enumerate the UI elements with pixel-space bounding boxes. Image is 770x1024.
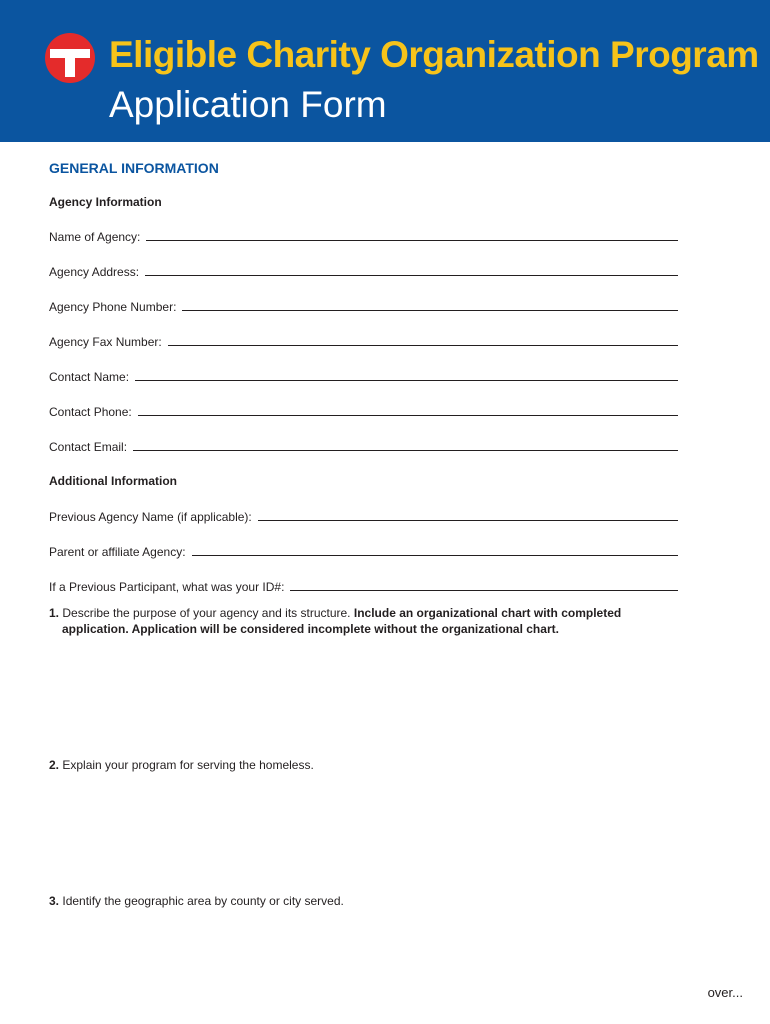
logo-t-glyph-icon <box>45 33 95 83</box>
field-label: Contact Email: <box>49 440 128 454</box>
contact-name-field[interactable] <box>49 368 678 384</box>
previous-participant-id-field[interactable] <box>49 578 678 594</box>
form-subtitle: Application Form <box>109 84 387 125</box>
header-band <box>0 0 770 142</box>
field-label: Parent or affiliate Agency: <box>49 545 186 559</box>
question-number: 2. <box>49 758 60 772</box>
question-number: 3. <box>49 894 60 908</box>
fill-line[interactable] <box>135 379 678 381</box>
question-instruction: Include an organizational chart with completed <box>353 606 622 620</box>
question-text: Identify the geographic area by county or city served. <box>62 894 344 908</box>
field-label: Contact Name: <box>49 370 130 384</box>
field-label: Agency Phone Number: <box>49 300 177 314</box>
form-title: Eligible Charity Organization Program <box>109 34 759 75</box>
question-2 <box>49 757 669 773</box>
fill-line[interactable] <box>290 589 678 591</box>
field-label: Agency Address: <box>49 265 140 279</box>
agency-address-field[interactable] <box>49 263 678 279</box>
question-3 <box>49 893 669 909</box>
field-label: Name of Agency: <box>49 230 141 244</box>
fill-line[interactable] <box>145 274 678 276</box>
field-label: Agency Fax Number: <box>49 335 162 349</box>
fill-line[interactable] <box>133 449 678 451</box>
page-continues-note: over... <box>707 985 743 1000</box>
contact-email-field[interactable] <box>49 438 678 454</box>
contact-phone-field[interactable] <box>49 403 678 419</box>
agency-phone-field[interactable] <box>49 298 678 314</box>
question-instruction-continued: application. Application will be considered incomplete without the organizational chart. <box>62 622 559 636</box>
fill-line[interactable] <box>146 239 678 241</box>
field-label: Previous Agency Name (if applicable): <box>49 510 252 524</box>
field-label: If a Previous Participant, what was your ID#: <box>49 580 285 594</box>
previous-agency-name-field[interactable] <box>49 508 678 524</box>
question-number: 1. <box>49 606 60 620</box>
fill-line[interactable] <box>138 414 678 416</box>
question-1 <box>49 605 669 637</box>
parent-affiliate-agency-field[interactable] <box>49 543 678 559</box>
field-label: Contact Phone: <box>49 405 132 419</box>
agency-fax-field[interactable] <box>49 333 678 349</box>
fill-line[interactable] <box>258 519 678 521</box>
agency-information-heading: Agency Information <box>49 195 162 209</box>
fill-line[interactable] <box>168 344 678 346</box>
question-text: Explain your program for serving the homeless. <box>62 758 314 772</box>
section-title: GENERAL INFORMATION <box>49 160 219 176</box>
additional-information-heading: Additional Information <box>49 474 177 488</box>
name-of-agency-field[interactable] <box>49 228 678 244</box>
question-text: Describe the purpose of your agency and its structure. <box>62 606 351 620</box>
fill-line[interactable] <box>192 554 678 556</box>
fill-line[interactable] <box>182 309 678 311</box>
metro-transit-logo-icon <box>45 33 95 83</box>
